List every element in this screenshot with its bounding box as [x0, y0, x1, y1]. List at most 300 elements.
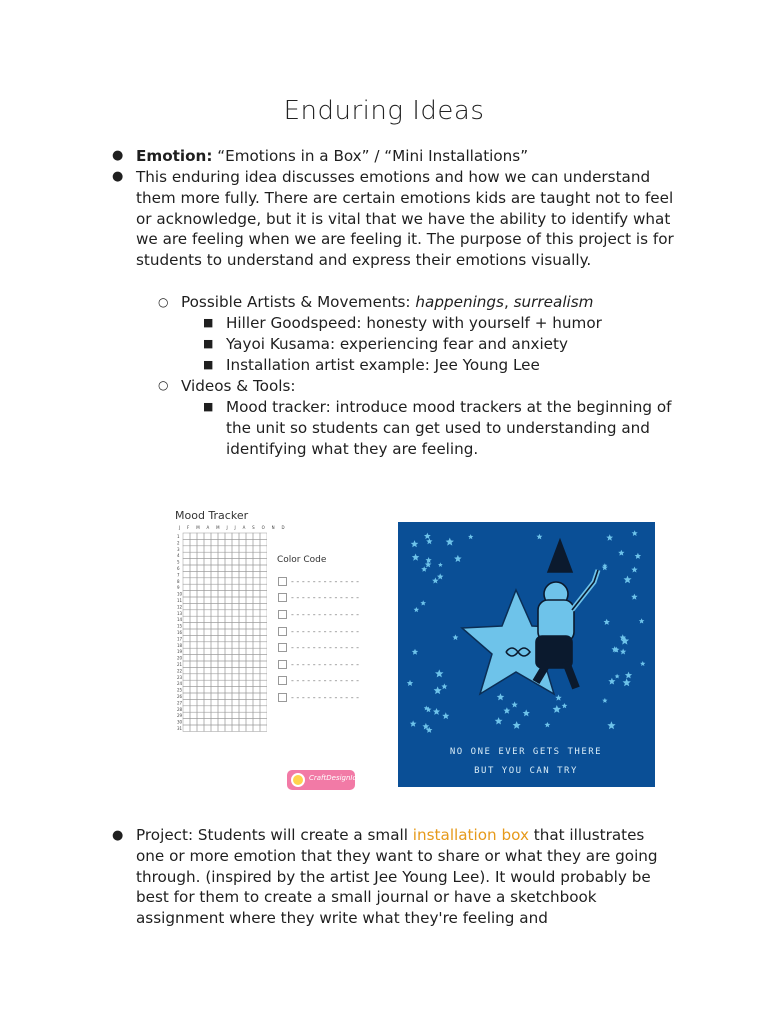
- grid-cell: [253, 552, 260, 558]
- grid-cell: [225, 591, 232, 597]
- grid-cell: [218, 571, 225, 577]
- grid-cell: [183, 565, 190, 571]
- grid-cell: [225, 597, 232, 603]
- grid-cell: [218, 539, 225, 545]
- grid-cell: [204, 687, 211, 693]
- small-star: [420, 600, 426, 605]
- grid-cell: [246, 719, 253, 725]
- square-bullet-marker: ■: [203, 316, 214, 329]
- grid-cell: [211, 591, 218, 597]
- grid-cell: [225, 687, 232, 693]
- grid-cell: [204, 635, 211, 641]
- grid-cell: [211, 533, 218, 539]
- grid-cell: [246, 610, 253, 616]
- grid-cell: [253, 559, 260, 565]
- grid-cell: [183, 603, 190, 609]
- color-swatch: [278, 643, 287, 652]
- grid-cell: [239, 552, 246, 558]
- artists-comma: ,: [503, 293, 514, 311]
- small-star: [615, 674, 620, 679]
- grid-cell: [225, 610, 232, 616]
- artists-happenings: happenings: [415, 293, 504, 311]
- grid-cell: [218, 655, 225, 661]
- grid-cell: [232, 674, 239, 680]
- grid-cell: [253, 706, 260, 712]
- small-star: [425, 561, 432, 567]
- small-star: [545, 722, 551, 728]
- grid-cell: [190, 655, 197, 661]
- star-illustration: [398, 522, 655, 787]
- grid-cell: [190, 565, 197, 571]
- grid-cell: [246, 539, 253, 545]
- grid-cell: [260, 597, 267, 603]
- grid-cell: [253, 667, 260, 673]
- grid-cell: [183, 533, 190, 539]
- grid-cell: [204, 571, 211, 577]
- grid-row-number: 7: [177, 572, 180, 578]
- grid-cell: [204, 559, 211, 565]
- grid-cell: [239, 584, 246, 590]
- grid-cell: [183, 629, 190, 635]
- small-star: [407, 680, 413, 686]
- grid-cell: [225, 546, 232, 552]
- grid-cell: [232, 559, 239, 565]
- tool-item: Mood tracker: introduce mood trackers at the beginning of the unit so students can get used to understanding and identifying what they are feeling.: [226, 398, 672, 458]
- artist-item: Installation artist example: Jee Young Lee: [226, 356, 540, 374]
- grid-cell: [246, 546, 253, 552]
- grid-cell: [253, 635, 260, 641]
- grid-cell: [239, 559, 246, 565]
- color-code-item: [278, 573, 359, 590]
- videos-bullet: Videos & Tools:: [181, 377, 296, 395]
- grid-row-number: 26: [177, 694, 183, 699]
- grid-cell: [211, 725, 218, 731]
- grid-cell: [190, 719, 197, 725]
- grid-cell: [246, 712, 253, 718]
- grid-cell: [260, 546, 267, 552]
- grid-cell: [225, 699, 232, 705]
- grid-cell: [232, 610, 239, 616]
- grid-cell: [232, 706, 239, 712]
- grid-cell: [211, 565, 218, 571]
- grid-cell: [246, 603, 253, 609]
- grid-cell: [225, 706, 232, 712]
- small-star: [632, 530, 638, 536]
- grid-cell: [218, 712, 225, 718]
- grid-cell: [190, 667, 197, 673]
- grid-cell: [197, 712, 204, 718]
- grid-cell: [246, 725, 253, 731]
- grid-cell: [183, 597, 190, 603]
- grid-cell: [232, 552, 239, 558]
- grid-cell: [260, 578, 267, 584]
- grid-row-number: 17: [177, 636, 183, 642]
- grid-cell: [197, 661, 204, 667]
- grid-cell: [218, 623, 225, 629]
- sub-bullet-marker: ○: [158, 378, 169, 392]
- grid-cell: [218, 552, 225, 558]
- small-star: [433, 708, 440, 715]
- small-star: [468, 534, 473, 539]
- grid-cell: [246, 629, 253, 635]
- small-star: [602, 565, 608, 571]
- grid-cell: [211, 661, 218, 667]
- grid-cell: [239, 533, 246, 539]
- grid-row-number: 13: [177, 610, 183, 616]
- grid-cell: [183, 578, 190, 584]
- color-swatch: [278, 693, 287, 702]
- color-swatch: [278, 593, 287, 602]
- grid-cell: [190, 610, 197, 616]
- grid-cell: [218, 687, 225, 693]
- grid-cell: [260, 533, 267, 539]
- grid-cell: [218, 629, 225, 635]
- small-star: [625, 672, 632, 679]
- grid-cell: [246, 642, 253, 648]
- grid-cell: [232, 629, 239, 635]
- artist-item: Yayoi Kusama: experiencing fear and anxiety: [226, 335, 568, 353]
- color-code-item: [278, 639, 359, 656]
- grid-cell: [225, 635, 232, 641]
- grid-cell: [253, 725, 260, 731]
- grid-cell: [225, 552, 232, 558]
- grid-cell: [190, 712, 197, 718]
- grid-cell: [218, 667, 225, 673]
- grid-cell: [197, 584, 204, 590]
- grid-cell: [225, 539, 232, 545]
- grid-cell: [253, 648, 260, 654]
- grid-cell: [225, 584, 232, 590]
- grid-row-number: 6: [177, 566, 180, 571]
- grid-cell: [232, 661, 239, 667]
- grid-cell: [239, 706, 246, 712]
- grid-row-number: 19: [177, 649, 183, 655]
- grid-cell: [253, 565, 260, 571]
- grid-cell: [190, 629, 197, 635]
- square-bullet-marker: ■: [203, 358, 214, 371]
- grid-cell: [204, 552, 211, 558]
- grid-cell: [211, 623, 218, 629]
- grid-cell: [197, 687, 204, 693]
- grid-cell: [190, 603, 197, 609]
- grid-cell: [246, 571, 253, 577]
- grid-cell: [232, 687, 239, 693]
- installation-box-link[interactable]: installation box: [412, 826, 529, 844]
- grid-cell: [211, 610, 218, 616]
- grid-cell: [204, 674, 211, 680]
- grid-cell: [260, 699, 267, 705]
- grid-cell: [260, 629, 267, 635]
- grid-row-number: 31: [177, 726, 183, 731]
- small-star: [412, 554, 420, 561]
- grid-row-number: 23: [177, 674, 183, 680]
- grid-cell: [183, 546, 190, 552]
- grid-cell: [218, 597, 225, 603]
- grid-cell: [197, 552, 204, 558]
- grid-cell: [204, 533, 211, 539]
- grid-cell: [239, 674, 246, 680]
- grid-cell: [218, 648, 225, 654]
- grid-cell: [232, 648, 239, 654]
- small-star: [536, 534, 542, 540]
- grid-cell: [190, 642, 197, 648]
- small-star: [606, 534, 613, 541]
- grid-cell: [246, 680, 253, 686]
- grid-cell: [232, 571, 239, 577]
- grid-cell: [218, 578, 225, 584]
- grid-cell: [197, 693, 204, 699]
- grid-cell: [211, 693, 218, 699]
- small-star: [453, 634, 459, 640]
- grid-cell: [218, 565, 225, 571]
- grid-cell: [253, 655, 260, 661]
- grid-row-number: 27: [177, 700, 183, 706]
- grid-cell: [246, 687, 253, 693]
- grid-row-number: 21: [177, 662, 183, 667]
- grid-cell: [225, 693, 232, 699]
- grid-cell: [260, 712, 267, 718]
- grid-cell: [211, 597, 218, 603]
- emotion-label: Emotion:: [136, 147, 213, 165]
- grid-cell: [225, 719, 232, 725]
- grid-cell: [204, 629, 211, 635]
- grid-row-number: 2: [177, 540, 180, 546]
- color-code-line: - - - - - - - - - - - - -: [291, 626, 360, 636]
- bullet-marker: ●: [112, 148, 124, 163]
- grid-cell: [246, 699, 253, 705]
- small-star: [497, 693, 505, 700]
- grid-cell: [183, 725, 190, 731]
- small-star: [446, 538, 454, 546]
- mood-tracker-months: J F M A M J J A S O N D: [179, 525, 288, 530]
- grid-cell: [183, 693, 190, 699]
- grid-cell: [204, 610, 211, 616]
- grid-cell: [204, 584, 211, 590]
- grid-cell: [211, 642, 218, 648]
- small-star: [432, 577, 439, 583]
- grid-cell: [204, 591, 211, 597]
- grid-row-number: 4: [177, 553, 180, 559]
- bullet-marker: ●: [112, 828, 124, 843]
- grid-cell: [253, 584, 260, 590]
- grid-cell: [197, 578, 204, 584]
- grid-cell: [232, 546, 239, 552]
- small-star: [454, 555, 462, 562]
- description-bullet: This enduring idea discusses emotions and how we can understand them more fully. There are certain emotions kids are taught not to feel or acknowledge, but it is vital that we have the ability to identify what we are feeling when we are feeling it. The purpose of this project is for students to understand and express their emotions visually.: [136, 168, 674, 270]
- grid-cell: [253, 712, 260, 718]
- grid-cell: [246, 667, 253, 673]
- grid-cell: [225, 642, 232, 648]
- color-swatch: [278, 627, 287, 636]
- grid-cell: [246, 533, 253, 539]
- grid-cell: [197, 571, 204, 577]
- emotion-bullet: [136, 146, 676, 167]
- grid-cell: [211, 616, 218, 622]
- mood-tracker-image: [165, 505, 360, 737]
- color-code-item: [278, 623, 359, 640]
- grid-cell: [253, 546, 260, 552]
- small-star: [410, 720, 417, 726]
- flower-icon: [291, 773, 305, 787]
- grid-cell: [218, 680, 225, 686]
- grid-cell: [239, 725, 246, 731]
- grid-cell: [225, 578, 232, 584]
- grid-cell: [197, 680, 204, 686]
- grid-cell: [260, 642, 267, 648]
- grid-cell: [211, 559, 218, 565]
- grid-cell: [239, 648, 246, 654]
- grid-cell: [190, 552, 197, 558]
- grid-cell: [211, 699, 218, 705]
- grid-cell: [211, 719, 218, 725]
- grid-cell: [190, 680, 197, 686]
- small-star: [441, 683, 447, 689]
- grid-cell: [218, 706, 225, 712]
- grid-cell: [232, 578, 239, 584]
- grid-cell: [190, 661, 197, 667]
- grid-cell: [190, 706, 197, 712]
- page-title: Enduring Ideas: [283, 96, 485, 126]
- grid-cell: [211, 546, 218, 552]
- grid-cell: [183, 655, 190, 661]
- grid-cell: [183, 559, 190, 565]
- grid-cell: [253, 603, 260, 609]
- grid-cell: [204, 642, 211, 648]
- small-star: [426, 557, 432, 563]
- grid-cell: [253, 661, 260, 667]
- artists-surrealism: surrealism: [513, 293, 594, 311]
- grid-cell: [218, 616, 225, 622]
- color-code-line: - - - - - - - - - - - - -: [291, 576, 360, 586]
- grid-cell: [253, 693, 260, 699]
- grid-cell: [232, 603, 239, 609]
- grid-cell: [204, 693, 211, 699]
- grid-cell: [260, 565, 267, 571]
- color-code-item: [278, 689, 359, 706]
- grid-cell: [218, 635, 225, 641]
- grid-cell: [197, 706, 204, 712]
- grid-cell: [260, 603, 267, 609]
- grid-cell: [197, 642, 204, 648]
- grid-cell: [246, 597, 253, 603]
- color-code-line: - - - - - - - - - - - - -: [291, 659, 360, 669]
- grid-cell: [183, 667, 190, 673]
- grid-cell: [211, 712, 218, 718]
- grid-cell: [239, 539, 246, 545]
- grid-cell: [190, 693, 197, 699]
- grid-row-number: 16: [177, 630, 183, 635]
- grid-cell: [253, 571, 260, 577]
- grid-cell: [253, 642, 260, 648]
- grid-cell: [183, 699, 190, 705]
- grid-cell: [204, 565, 211, 571]
- grid-cell: [232, 616, 239, 622]
- small-star: [631, 567, 637, 573]
- small-star: [639, 618, 645, 623]
- color-code-item: [278, 673, 359, 690]
- grid-cell: [225, 648, 232, 654]
- color-swatch: [278, 610, 287, 619]
- grid-cell: [246, 706, 253, 712]
- grid-cell: [253, 674, 260, 680]
- small-star: [435, 669, 444, 677]
- grid-cell: [232, 623, 239, 629]
- grid-row-number: 22: [177, 668, 183, 674]
- grid-cell: [204, 706, 211, 712]
- small-star: [424, 533, 431, 540]
- small-star: [434, 686, 442, 694]
- grid-cell: [232, 539, 239, 545]
- grid-cell: [190, 725, 197, 731]
- grid-cell: [232, 699, 239, 705]
- color-code-title: Color Code: [277, 555, 327, 565]
- grid-cell: [211, 629, 218, 635]
- grid-cell: [232, 565, 239, 571]
- small-star: [620, 649, 626, 655]
- grid-cell: [211, 571, 218, 577]
- grid-cell: [260, 667, 267, 673]
- color-swatch: [278, 577, 287, 586]
- grid-cell: [232, 693, 239, 699]
- grid-cell: [197, 699, 204, 705]
- color-code-list: [278, 573, 359, 706]
- sub-bullet-marker: ○: [158, 295, 169, 309]
- grid-cell: [239, 642, 246, 648]
- grid-cell: [225, 725, 232, 731]
- grid-cell: [239, 629, 246, 635]
- color-code-line: - - - - - - - - - - - - -: [291, 593, 360, 603]
- grid-cell: [197, 610, 204, 616]
- grid-cell: [239, 616, 246, 622]
- grid-cell: [183, 591, 190, 597]
- grid-cell: [260, 693, 267, 699]
- color-code-item: [278, 656, 359, 673]
- craft-badge-logo: [287, 770, 370, 790]
- grid-cell: [239, 565, 246, 571]
- grid-cell: [253, 578, 260, 584]
- grid-cell: [190, 533, 197, 539]
- grid-cell: [183, 571, 190, 577]
- grid-cell: [218, 603, 225, 609]
- grid-cell: [239, 667, 246, 673]
- grid-cell: [183, 712, 190, 718]
- color-code-line: - - - - - - - - - - - - -: [291, 676, 360, 686]
- grid-cell: [197, 719, 204, 725]
- grid-cell: [225, 629, 232, 635]
- grid-row-number: 24: [177, 681, 183, 687]
- grid-cell: [239, 635, 246, 641]
- grid-cell: [190, 578, 197, 584]
- grid-cell: [260, 635, 267, 641]
- grid-cell: [183, 719, 190, 725]
- grid-row-number: 15: [177, 623, 183, 629]
- grid-cell: [260, 591, 267, 597]
- grid-row-number: 29: [177, 713, 183, 719]
- grid-cell: [211, 603, 218, 609]
- grid-cell: [232, 680, 239, 686]
- grid-cell: [197, 667, 204, 673]
- grid-cell: [183, 584, 190, 590]
- small-star: [624, 576, 632, 584]
- grid-cell: [225, 680, 232, 686]
- grid-cell: [218, 533, 225, 539]
- badge-text: CraftDesignIdeas: [309, 774, 370, 782]
- color-code-item: [278, 590, 359, 607]
- grid-cell: [183, 552, 190, 558]
- grid-cell: [239, 680, 246, 686]
- grid-cell: [260, 687, 267, 693]
- grid-cell: [197, 648, 204, 654]
